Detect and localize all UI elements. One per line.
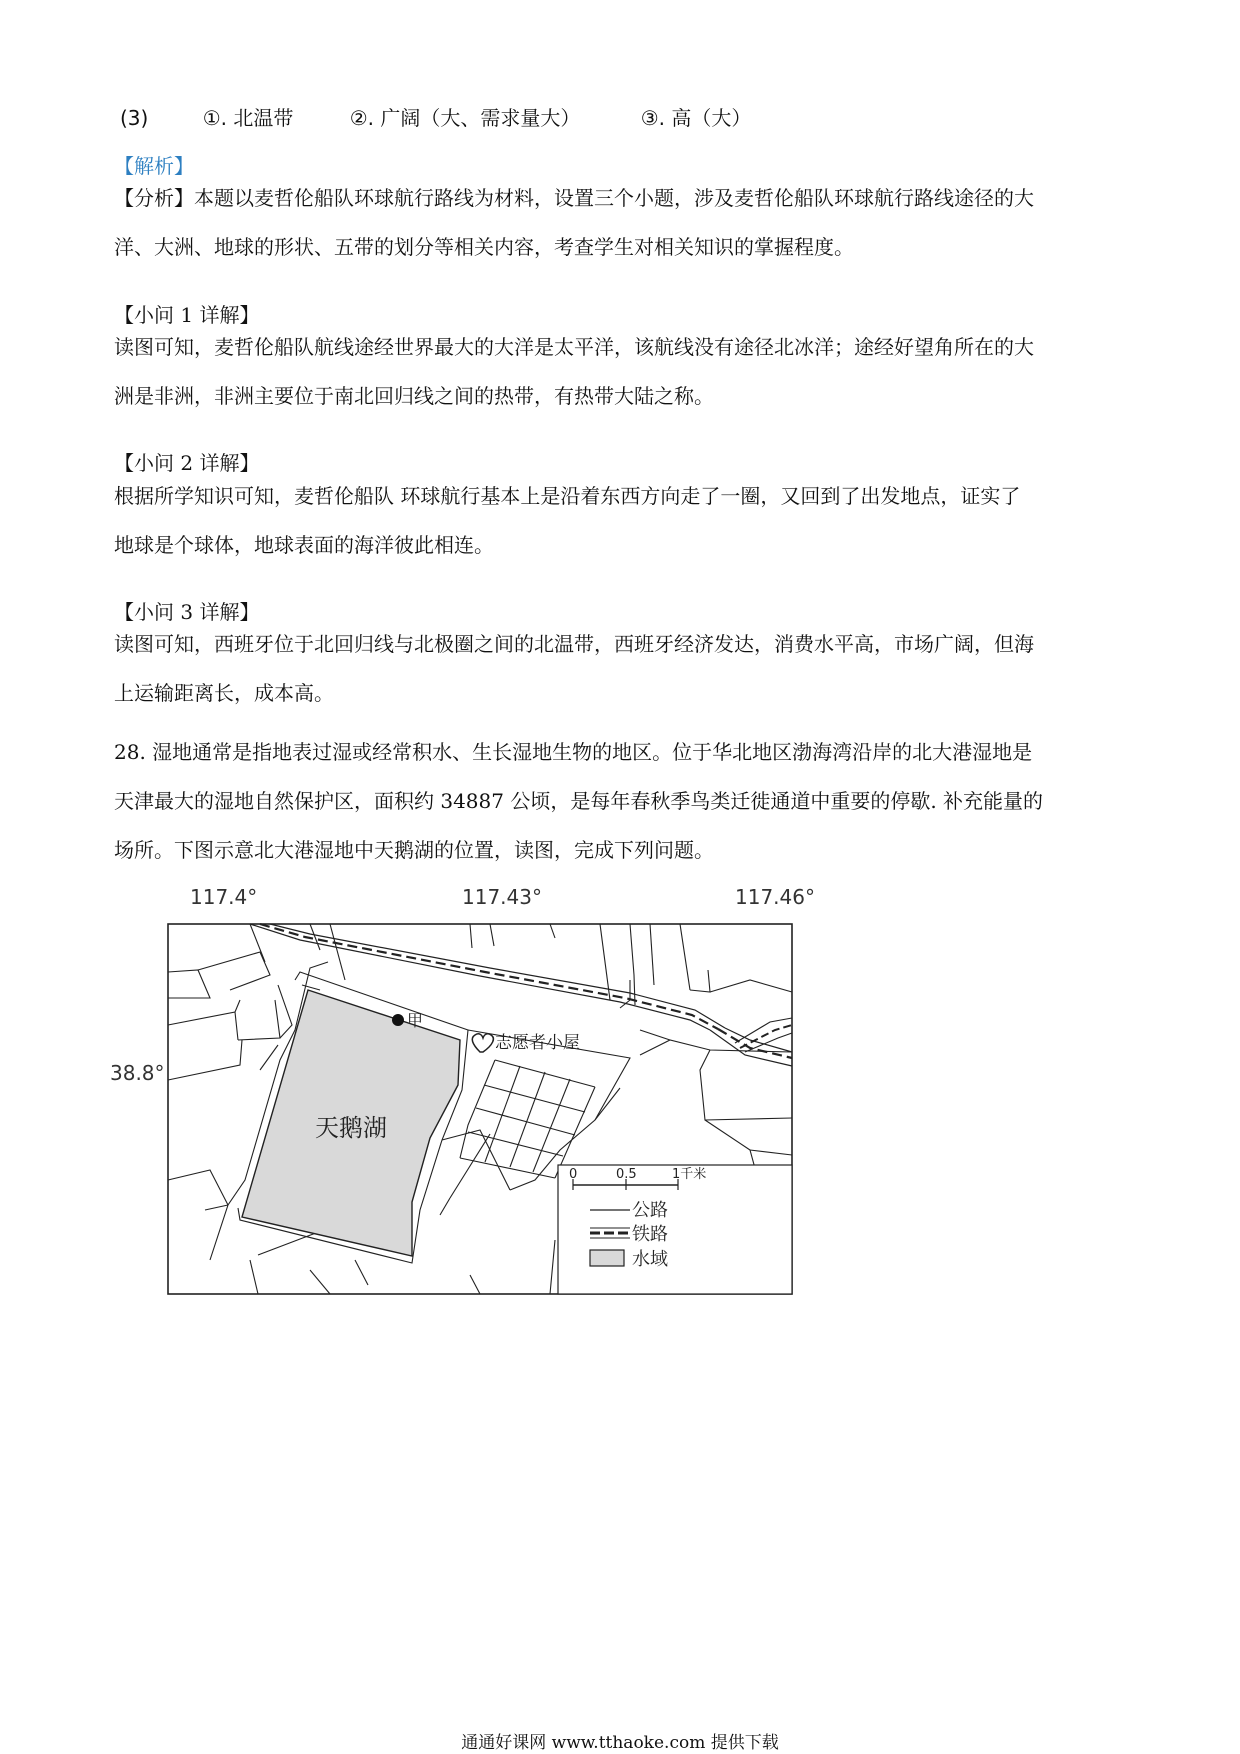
legend-water-swatch [590, 1250, 624, 1266]
answer-3-item-3: ③. 高（大） [640, 106, 752, 130]
lon-label-3: 117.46° [735, 885, 815, 909]
scale-tick-0-5: 0.5 [616, 1167, 637, 1182]
q28-stem [114, 728, 1124, 875]
jiexi-heading: 【解析】 [114, 154, 194, 178]
point-jia-label: 甲 [407, 1011, 424, 1030]
q1-heading: 【小问 1 详解】 [114, 303, 260, 327]
q2-line-2: 地球是个球体，地球表面的海洋彼此相连。 [114, 533, 494, 557]
q3-heading: 【小问 3 详解】 [114, 600, 260, 624]
answer-3-row [120, 102, 751, 131]
scale-tick-0: 0 [569, 1167, 578, 1182]
volunteer-hut-label: 志愿者小屋 [495, 1033, 580, 1053]
q1-line-1: 读图可知，麦哲伦船队航线途经世界最大的大洋是太平洋，该航线没有途径北冰洋；途经好望角所在的大 [114, 335, 1034, 359]
q1-line-2: 洲是非洲，非洲主要位于南北回归线之间的热带，有热带大陆之称。 [114, 384, 714, 408]
analysis-paragraph [114, 174, 1124, 272]
lat-label: 38.8° [110, 1061, 165, 1085]
footer-credit: 通通好课网 www.tthaoke.com 提供下载 [461, 1733, 779, 1753]
analysis-line-1: 【分析】本题以麦哲伦船队环球航行路线为材料，设置三个小题，涉及麦哲伦船队环球航行路线途径的大 [114, 186, 1034, 210]
legend-rail-label: 铁路 [632, 1224, 668, 1245]
q28-line-3: 场所。下图示意北大港湿地中天鹅湖的位置，读图，完成下列问题。 [114, 838, 714, 862]
q3-line-1: 读图可知，西班牙位于北回归线与北极圈之间的北温带，西班牙经济发达，消费水平高，市场广阔，但海 [114, 632, 1034, 656]
q2-heading: 【小问 2 详解】 [114, 451, 260, 475]
answer-3-number: (3) [120, 106, 149, 130]
legend-water-label: 水域 [632, 1249, 668, 1270]
q3-line-2: 上运输距离长，成本高。 [114, 681, 334, 705]
lon-label-2: 117.43° [462, 885, 542, 909]
point-jia-marker [392, 1014, 404, 1026]
q1-paragraph [114, 323, 1124, 421]
scale-tick-1km: 1千米 [672, 1167, 707, 1182]
q28-line-2: 天津最大的湿地自然保护区，面积约 34887 公顷，是每年春秋季鸟类迁徙通道中重要的停歇. 补充能量的 [114, 789, 1044, 813]
q2-line-1: 根据所学知识可知，麦哲伦船队 环球航行基本上是沿着东西方向走了一圈，又回到了出发地点，证实了 [114, 484, 1021, 508]
analysis-line-2: 洋、大洲、地球的形状、五带的划分等相关内容，考查学生对相关知识的掌握程度。 [114, 235, 854, 259]
q28-line-1: 28. 湿地通常是指地表过湿或经常积水、生长湿地生物的地区。位于华北地区渤海湾沿岸的北大港湿地是 [114, 740, 1033, 764]
answer-3-item-2: ②. 广阔（大、需求量大） [349, 106, 581, 130]
lon-label-1: 117.4° [190, 885, 258, 909]
answer-3-item-1: ①. 北温带 [202, 106, 294, 130]
legend-road-label: 公路 [632, 1200, 668, 1221]
lake-label: 天鹅湖 [315, 1114, 387, 1142]
q2-paragraph [114, 472, 1124, 570]
swan-lake-map [110, 880, 815, 1320]
q3-paragraph [114, 620, 1124, 718]
